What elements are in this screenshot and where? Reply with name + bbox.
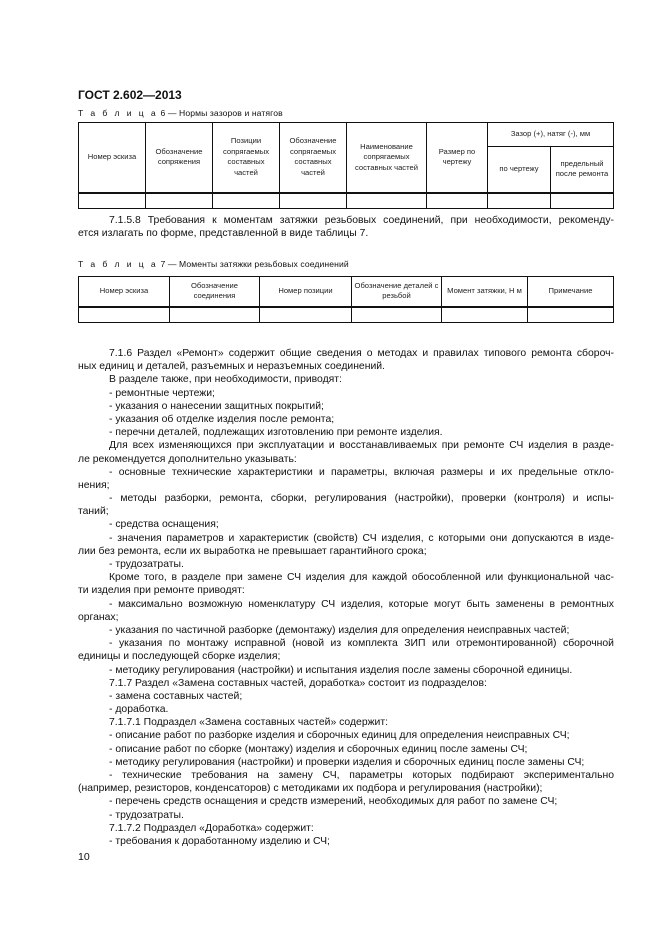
- paragraph-line: - описание работ по сборке (монтажу) изделия и сборочных единиц после замены СЧ;: [109, 743, 528, 755]
- col-note: Примечание: [528, 277, 614, 307]
- paragraph-line: ти изделия при ремонте приводят:: [78, 585, 245, 597]
- paragraph-line: - указания о нанесении защитных покрытий;: [109, 400, 324, 412]
- paragraph-line: нения;: [78, 479, 110, 491]
- paragraph-line: ле рекомендуется дополнительно указывать:: [78, 453, 297, 465]
- paragraph-line: - средства оснащения;: [109, 519, 219, 531]
- table-torques: [78, 276, 614, 323]
- table6-caption: [78, 108, 283, 119]
- table-row: [79, 193, 614, 209]
- col-threaded-parts: Обозначение деталей с резьбой: [352, 277, 442, 307]
- paragraph-line: - трудозатраты.: [109, 809, 184, 821]
- paragraph-line: - методику регулирования (настройки) и проверки изделия и сборочных единиц после замены СЧ;: [109, 756, 585, 768]
- paragraph-line: - методы разборки, ремонта, сборки, регулирования (настройки), проверки (контроля) и испы-: [109, 493, 614, 505]
- paragraph-line: 7.1.5.8 Требования к моментам затяжки резьбовых соединений, при необходимости, рекоменду-: [109, 215, 614, 226]
- col-positions: Позиции сопрягаемых составных частей: [213, 123, 280, 193]
- paragraph-line: - перечни деталей, подлежащих изготовлению при ремонте изделия.: [109, 427, 443, 439]
- paragraph-line: таний;: [78, 506, 109, 518]
- paragraph-line: - доработка.: [109, 704, 169, 716]
- paragraph-line: - основные технические характеристики и параметры, включая размеры и их предельные откло-: [109, 466, 614, 478]
- paragraph-line: единицы и последующей сборке изделия;: [78, 651, 281, 663]
- paragraph-line: Кроме того, в разделе при замене СЧ изделия для каждой обособленной или функциональной час-: [109, 572, 614, 584]
- table-clearances: [78, 122, 614, 209]
- paragraph-line: органах;: [78, 611, 119, 623]
- paragraph-line: - технические требования на замену СЧ, параметры которых подбирают экспериментально: [109, 770, 614, 781]
- section-repair: [78, 347, 614, 848]
- col-position-number: Номер позиции: [260, 277, 352, 307]
- paragraph-line: Для всех изменяющихся при эксплуатации и восстанавливаемых при ремонте СЧ изделия в разде-: [109, 440, 614, 452]
- paragraph-line: ных единиц и деталей, разъемных и неразъемных соединений.: [78, 361, 385, 373]
- document-id: ГОСТ 2.602—2013: [78, 88, 182, 102]
- table7-title: 7 — Моменты затяжки резьбовых соединений: [160, 259, 349, 269]
- table-row: [79, 307, 614, 323]
- paragraph-line: - трудозатраты.: [109, 559, 184, 570]
- col-group-clearance: Зазор (+), натяг (-), мм: [488, 123, 614, 147]
- col-fit-designation: Обозначение сопряжения: [146, 123, 213, 193]
- table6-title: 6 — Нормы зазоров и натягов: [160, 108, 283, 118]
- paragraph-line: лии без ремонта, если их выработка не превышает гарантийного срока;: [78, 545, 427, 557]
- paragraph-line: 7.1.7 Раздел «Замена составных частей, доработка» состоит из подразделов:: [109, 677, 487, 689]
- col-limit-after-repair: предельный после ремонта: [551, 147, 614, 193]
- paragraph-line: - перечень средств оснащения и средств измерений, необходимых для работ по замене СЧ;: [109, 796, 558, 808]
- paragraph-line: 7.1.7.2 Подраздел «Доработка» содержит:: [109, 822, 314, 834]
- table7-caption: [78, 259, 349, 270]
- paragraph-line: В разделе также, при необходимости, приводят:: [109, 374, 342, 386]
- table-word: Т а б л и ц а: [78, 108, 158, 118]
- col-torque: Момент затяжки, Н м: [442, 277, 528, 307]
- paragraph-line: - указания об отделке изделия после ремонта;: [109, 413, 335, 425]
- col-parts-designation: Обозначение сопрягаемых составных частей: [280, 123, 347, 193]
- col-sketch-number: Номер эскиза: [79, 123, 146, 193]
- paragraph-line: - требования к доработанному изделию и СЧ;: [109, 835, 330, 847]
- paragraph-line: - указания по частичной разборке (демонтажу) изделия для определения неисправных частей;: [109, 624, 570, 636]
- paragraph-line: - методику регулирования (настройки) и испытания изделия после замены сборочной единицы.: [109, 664, 573, 676]
- paragraph-line: (например, резисторов, конденсаторов) с методиками их подбора и регулирования (настройки);: [78, 783, 543, 795]
- paragraph-line: ется излагать по форме, представленной в виде таблицы 7.: [78, 228, 369, 240]
- col-drawing-size: Размер по чертежу: [427, 123, 488, 193]
- col-per-drawing: по чертежу: [488, 147, 551, 193]
- paragraph-line: 7.1.6 Раздел «Ремонт» содержит общие сведения о методах и правилах типового ремонта сбороч-: [109, 348, 614, 359]
- page-number: 10: [78, 851, 90, 863]
- col-parts-name: Наименование сопрягаемых составных частей: [347, 123, 427, 193]
- table-word: Т а б л и ц а: [78, 259, 158, 269]
- paragraph-line: - значения параметров и характеристик (свойств) СЧ изделия, с которыми они допускаются в изде-: [109, 532, 614, 544]
- col-joint-designation: Обозначение соединения: [170, 277, 260, 307]
- paragraph-line: - ремонтные чертежи;: [109, 387, 215, 399]
- paragraph-line: 7.1.7.1 Подраздел «Замена составных частей» содержит:: [109, 717, 389, 729]
- paragraph-line: - максимально возможную номенклатуру СЧ изделия, которые могут быть заменены в ремонтных: [109, 598, 614, 610]
- section-7-1-5-8: [78, 214, 614, 240]
- col-sketch-number: Номер эскиза: [79, 277, 170, 307]
- paragraph-line: - описание работ по разборке изделия и сборочных единиц для определения неисправных СЧ;: [109, 730, 570, 742]
- paragraph-line: - указания по монтажу исправной (новой из комплекта ЗИП или отремонтированной) сборочной: [109, 638, 614, 650]
- paragraph-line: - замена составных частей;: [109, 690, 243, 702]
